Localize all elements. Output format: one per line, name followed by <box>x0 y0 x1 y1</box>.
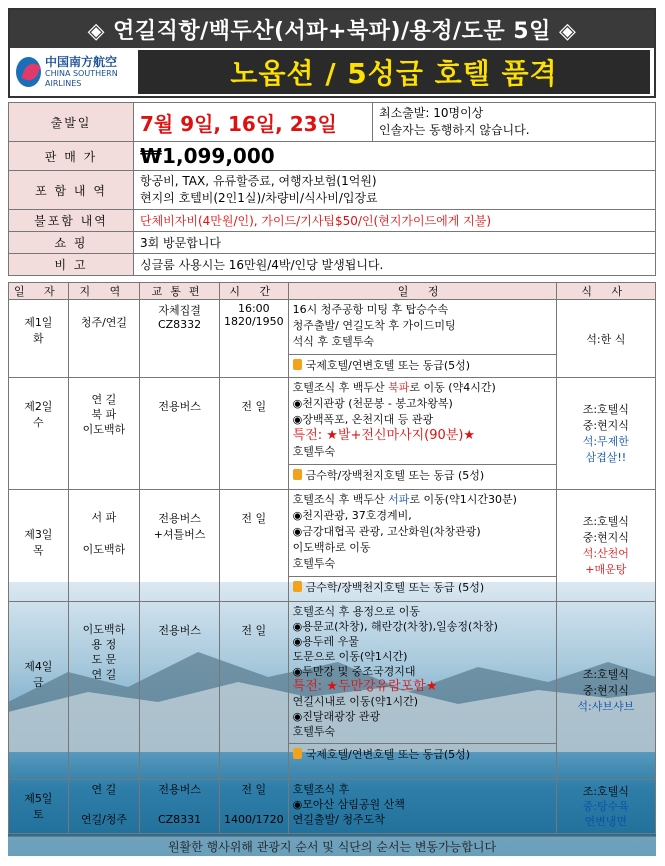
shopping-label: 쇼 핑 <box>9 232 134 254</box>
plan-line: 청주출발/ 연길도착 후 가이드미팅 <box>292 319 456 332</box>
plan-line: ◉두만강 및 중조국경지대 <box>292 665 416 678</box>
departure-label: 출발일 <box>9 103 134 142</box>
min-departure: 최소출발: 10명이상 <box>379 106 484 120</box>
meal: +매운탕 <box>585 562 627 576</box>
tour-title: ◈ 연길직항/백두산(서파+북파)/용정/도문 5일 ◈ <box>10 10 654 48</box>
day-number: 제3일 <box>24 528 53 541</box>
header-meal: 식 사 <box>556 283 655 300</box>
hotel-icon <box>293 359 302 370</box>
time: 16:00 <box>237 302 270 315</box>
meal: 조:호텔식 <box>582 785 629 798</box>
plan-line: 16시 청주공항 미팅 후 탑승수속 <box>292 303 449 316</box>
time: 전 일 <box>241 783 267 796</box>
hotel-icon <box>293 469 302 480</box>
flight-time: 1820/1950 <box>223 315 284 328</box>
day-number: 제2일 <box>24 400 53 413</box>
special-offer: 특전: ★두만강유람포함★ <box>292 679 438 694</box>
region: 연길/청주 <box>80 813 128 826</box>
plan-line: ◉용두레 우물 <box>292 635 359 648</box>
plan-line: 연길출발/ 청주도착 <box>292 813 385 826</box>
day-number: 제5일 <box>24 792 53 805</box>
hotel-icon <box>293 748 302 759</box>
day-number: 제4일 <box>24 660 53 673</box>
header-date: 일 자 <box>9 283 69 300</box>
header-time: 시 간 <box>219 283 288 300</box>
meal: 조:호텔식 <box>582 667 629 681</box>
footer-note: 원활한 행사위해 관광지 순서 및 식단의 순서는 변동가능합니다 <box>8 836 656 857</box>
plan-line: ◉장백폭포, 온천지대 등 관광 <box>292 413 434 426</box>
kapok-flower-icon <box>16 57 41 87</box>
header-plan: 일 정 <box>288 283 556 300</box>
included-line-2: 현지의 호텔비(2인1실)/차량비/식사비/입장료 <box>140 191 378 205</box>
special-offer: 특전: ★발+전신마사지(90분)★ <box>292 428 476 443</box>
meal: 조:호텔식 <box>582 514 629 528</box>
region: 연 길 <box>91 668 117 681</box>
meal: 석:무제한 <box>582 434 629 448</box>
plan-line: ◉진달래광장 관광 <box>292 710 381 723</box>
plan-line: ◉천지관광, 37호경계비, <box>292 509 412 522</box>
plan-line: 이도백하로 이동 <box>292 541 371 554</box>
meal: 석:한 식 <box>586 332 626 346</box>
airline-logo <box>10 50 138 94</box>
meal: 중:현지식 <box>582 683 629 697</box>
region: 연 길 <box>91 393 117 406</box>
region: 연 길 <box>91 783 117 796</box>
time: 전 일 <box>241 624 267 637</box>
meal: 석:샤브샤브 <box>577 699 635 713</box>
day-row <box>9 378 656 490</box>
region: 서 파 <box>91 511 117 524</box>
price-value: ₩1,099,000 <box>140 144 275 168</box>
plan-line: 호텔조식 후 <box>292 783 350 796</box>
flight-number: CZ8332 <box>157 318 202 331</box>
schedule-section <box>8 282 656 856</box>
plan-line: ◉모아산 삼림공원 산책 <box>292 798 405 811</box>
note-label: 비 고 <box>9 254 134 276</box>
plan-highlight: 서파 <box>388 493 410 506</box>
transport: 전용버스 <box>158 400 201 413</box>
plan-line: ◉용문교(차창), 해란강(차창),일송정(차창) <box>292 620 498 633</box>
plan-highlight: 북파 <box>388 381 410 394</box>
excluded-value: 단체비자비(4만원/인), 가이드/기사팁$50/인(현지가이드에게 지불) <box>134 210 656 232</box>
plan-line: 호텔조식 후 용정으로 이동 <box>292 605 421 618</box>
plan-line: 호텔조식 후 백두산 <box>292 381 389 394</box>
region: 이도백하 <box>82 423 126 436</box>
day-weekday: 화 <box>33 332 44 345</box>
flight-number: CZ8331 <box>157 813 202 826</box>
plan-line: 호텔투숙 <box>292 445 336 458</box>
included-label: 포 함 내 역 <box>9 171 134 210</box>
time: 전 일 <box>241 512 267 525</box>
plan-line: 호텔조식 후 백두산 <box>292 493 389 506</box>
flight-time: 1400/1720 <box>223 813 284 826</box>
transport: 전용버스 <box>158 783 201 796</box>
day-number: 제1일 <box>24 316 53 329</box>
departure-dates: 7월 9일, 16일, 23일 <box>140 111 337 136</box>
hotel-icon <box>293 581 302 592</box>
transport: 자체집결 <box>158 304 201 317</box>
plan-line: 로 이동 (약4시간) <box>409 381 496 394</box>
day-row <box>9 602 656 780</box>
day-weekday: 금 <box>33 676 44 689</box>
hotel-name: 금수학/장백천지호텔 또는 동급 (5성) <box>305 469 485 482</box>
plan-line: ◉천지관광 (천문봉 - 봉고차왕복) <box>292 397 453 410</box>
excluded-label: 불포함 내역 <box>9 210 134 232</box>
plan-line: 도문으로 이동(약1시간) <box>292 650 408 663</box>
note-value: 싱글룸 사용시는 16만원/4박/인당 발생됩니다. <box>134 254 656 276</box>
day-row <box>9 300 656 378</box>
meal: 조:호텔식 <box>582 402 629 416</box>
plan-line: 석식 후 호텔투숙 <box>292 335 375 348</box>
shopping-value: 3회 방문합니다 <box>134 232 656 254</box>
tour-subtitle: 노옵션 / 5성급 호텔 품격 <box>138 50 650 94</box>
region: 용 정 <box>91 638 117 651</box>
meal: 삼겹살!! <box>585 450 627 464</box>
title-banner <box>8 8 656 98</box>
included-line-1: 항공비, TAX, 유류할증료, 여행자보험(1억원) <box>140 174 377 188</box>
plan-line: 로 이동(약1시간30분) <box>409 493 517 506</box>
plan-line: 호텔투숙 <box>292 557 336 570</box>
region: 북 파 <box>91 408 117 421</box>
meal: 중:현지식 <box>582 418 629 432</box>
day-row <box>9 490 656 602</box>
hotel-name: 국제호텔/연변호텔 또는 동급(5성) <box>305 359 471 372</box>
day-row <box>9 780 656 834</box>
day-weekday: 수 <box>33 416 44 429</box>
plan-line: 호텔투숙 <box>292 725 336 738</box>
day-weekday: 토 <box>33 808 44 821</box>
hotel-name: 국제호텔/연변호텔 또는 동급(5성) <box>305 748 471 761</box>
region: 청주/연길 <box>80 316 128 329</box>
day-weekday: 목 <box>33 544 44 557</box>
meal: 중:현지식 <box>582 530 629 544</box>
region: 도 문 <box>91 653 117 666</box>
hotel-name: 금수학/장백천지호텔 또는 동급 (5성) <box>305 581 485 594</box>
time: 전 일 <box>241 400 267 413</box>
escort-note: 인솔자는 동행하지 않습니다. <box>379 123 530 137</box>
price-label: 판 매 가 <box>9 142 134 171</box>
region: 이도백하 <box>82 543 126 556</box>
airline-name-en: CHINA SOUTHERN AIRLINES <box>45 69 118 88</box>
transport: 전용버스 <box>158 512 201 525</box>
transport: 전용버스 <box>158 624 201 637</box>
transport: +셔틀버스 <box>153 528 206 541</box>
plan-line: 연길시내로 이동(약1시간) <box>292 695 418 708</box>
region: 이도백하 <box>82 623 126 636</box>
airline-name-cn: 中国南方航空 <box>45 55 118 69</box>
meal: 중:탕수육 <box>582 800 629 813</box>
itinerary-table <box>8 282 656 834</box>
header-region: 지 역 <box>68 283 140 300</box>
header-transport: 교통편 <box>140 283 220 300</box>
meal: 연변냉면 <box>584 815 628 828</box>
plan-line: ◉금강대협곡 관광, 고산화원(차창관광) <box>292 525 481 538</box>
info-table <box>8 102 656 276</box>
meal: 석:산천어 <box>582 546 629 560</box>
